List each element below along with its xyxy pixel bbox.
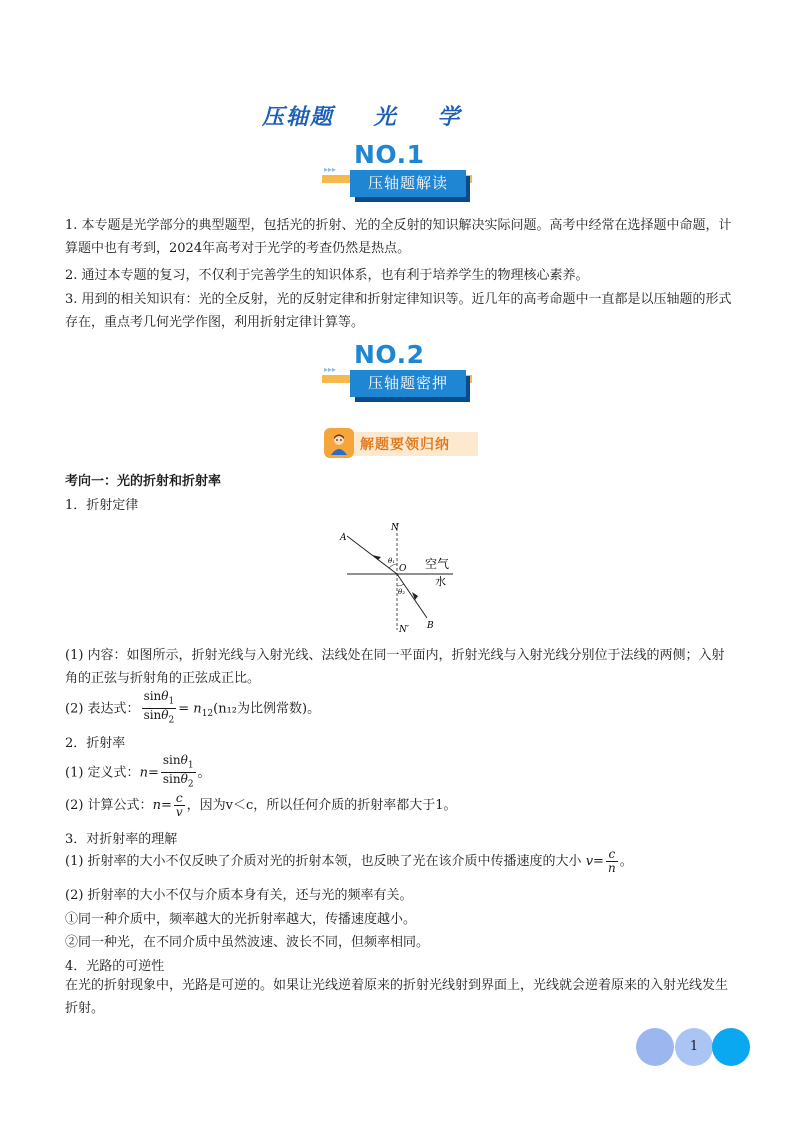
calculation-suffix: ，因为v＜c，所以任何介质的折射率都大于1。 xyxy=(186,798,457,813)
intro-paragraph-1: 1. 本专题是光学部分的典型题型，包括光的折射、光的全反射的知识解决实际问题。高考中经常在选择题中命题，计算题中也有考到，2024年高考对于光学的考查仍然是热点。 xyxy=(65,218,732,256)
tips-badge xyxy=(324,428,480,460)
expression-prefix: (2) 表达式： xyxy=(65,701,140,717)
angle-label-theta2: θ₂ xyxy=(398,588,406,596)
subheading-reversibility: 4．光路的可逆性 xyxy=(65,959,165,974)
document-title: 压轴题 光 学 xyxy=(262,104,462,130)
calculation-prefix: (2) 计算公式： xyxy=(65,798,153,813)
tips-label: 解题要领归纳 xyxy=(360,437,450,453)
definition-line: (1) 定义式：n= $\frac{\sin\theta_1}{\sin\theta_2}$ 。 xyxy=(65,753,211,790)
angle-label-theta1: θ₁ xyxy=(388,557,396,565)
normal-label-n: N xyxy=(391,523,399,533)
medium-label-air: 空气 xyxy=(425,557,450,571)
subheading-index-understanding: 3．对折射率的理解 xyxy=(65,832,178,847)
page-circle-decoration xyxy=(712,1028,750,1066)
banner-label: 压轴题解读 xyxy=(350,170,466,197)
section-banner-2 xyxy=(322,340,472,400)
calculation-line: (2) 计算公式：n= $\frac{c}{v}$ ，因为v＜c，所以任何介质的折射率都大于1。 xyxy=(65,791,457,819)
understanding-line-2: (2) 折射率的大小不仅与介质本身有关，还与光的频率有关。 xyxy=(65,888,413,903)
expression-suffix: (n₁₂为比例常数)。 xyxy=(213,701,321,717)
understanding-text-1: (1) 折射率的大小不仅反映了介质对光的折射本领，也反映了光在该介质中传播速度的大小 xyxy=(65,854,582,869)
speed-formula-fraction: $\frac{c}{n}$ xyxy=(607,847,616,875)
speed-fraction: $\frac{c}{v}$ xyxy=(175,791,183,819)
intro-paragraph-3: 3. 用到的相关知识有：光的全反射，光的反射定律和折射定律知识等。近几年的高考命题中一直都是以压轴题的形式存在，重点考几何光学作图，利用折射定律计算等。 xyxy=(65,292,732,330)
page-number: 1 xyxy=(689,1039,699,1054)
page-circle-decoration xyxy=(636,1028,674,1066)
banner-number: NO.1 xyxy=(354,140,425,169)
banner-number: NO.2 xyxy=(354,340,425,369)
definition-prefix: (1) 定义式： xyxy=(65,765,140,781)
sine-ratio-fraction: $\frac{\sin\theta_1}{\sin\theta_2}$ xyxy=(143,689,175,726)
section-heading: 考向一：光的折射和折射率 xyxy=(65,474,222,489)
arrow-decoration-icon: ▸▸▸ xyxy=(324,365,337,374)
refraction-diagram xyxy=(335,518,465,640)
teacher-icon xyxy=(324,428,354,458)
understanding-line-1: (1) 折射率的大小不仅反映了介质对光的折射本领，也反映了光在该介质中传播速度的大小 v= $\frac{c}{n}$ 。 xyxy=(65,847,633,875)
banner-label: 压轴题密押 xyxy=(350,370,466,397)
page-number-badge xyxy=(636,1028,752,1066)
point-label-b: B xyxy=(427,621,434,631)
understanding-line-3: ①同一种介质中，频率越大的光折射率越大，传播速度越小。 xyxy=(65,912,417,927)
expression-line: (2) 表达式： $\frac{\sin\theta_1}{\sin\theta_2}$ = $n_{12}(n_{12}$为比例常数)。 xyxy=(65,689,321,726)
intro-paragraph-2: 2. 通过本专题的复习，不仅利于完善学生的知识体系，也有利于培养学生的物理核心素养。 xyxy=(65,268,589,283)
medium-label-water: 水 xyxy=(435,575,446,588)
point-label-o: O xyxy=(399,564,407,574)
section-banner-1 xyxy=(322,140,472,200)
refraction-law-content: (1) 内容：如图所示，折射光线与入射光线、法线处在同一平面内，折射光线与入射光线分别位于法线的两侧；入射角的正弦与折射角的正弦成正比。 xyxy=(65,648,725,686)
reversibility-paragraph: 在光的折射现象中，光路是可逆的。如果让光线逆着原来的折射光线射到界面上，光线就会逆着原来的入射光线发生折射。 xyxy=(65,978,729,1016)
understanding-line-4: ②同一种光，在不同介质中虽然波速、波长不同，但频率相同。 xyxy=(65,935,430,950)
definition-fraction: $\frac{\sin\theta_1}{\sin\theta_2}$ xyxy=(162,753,194,790)
arrow-decoration-icon: ▸▸▸ xyxy=(324,165,337,174)
point-label-a: A xyxy=(340,533,347,543)
subheading-refraction-law: 1．折射定律 xyxy=(65,498,139,513)
normal-label-n-prime: N′ xyxy=(399,625,409,635)
subheading-refractive-index: 2．折射率 xyxy=(65,736,126,751)
